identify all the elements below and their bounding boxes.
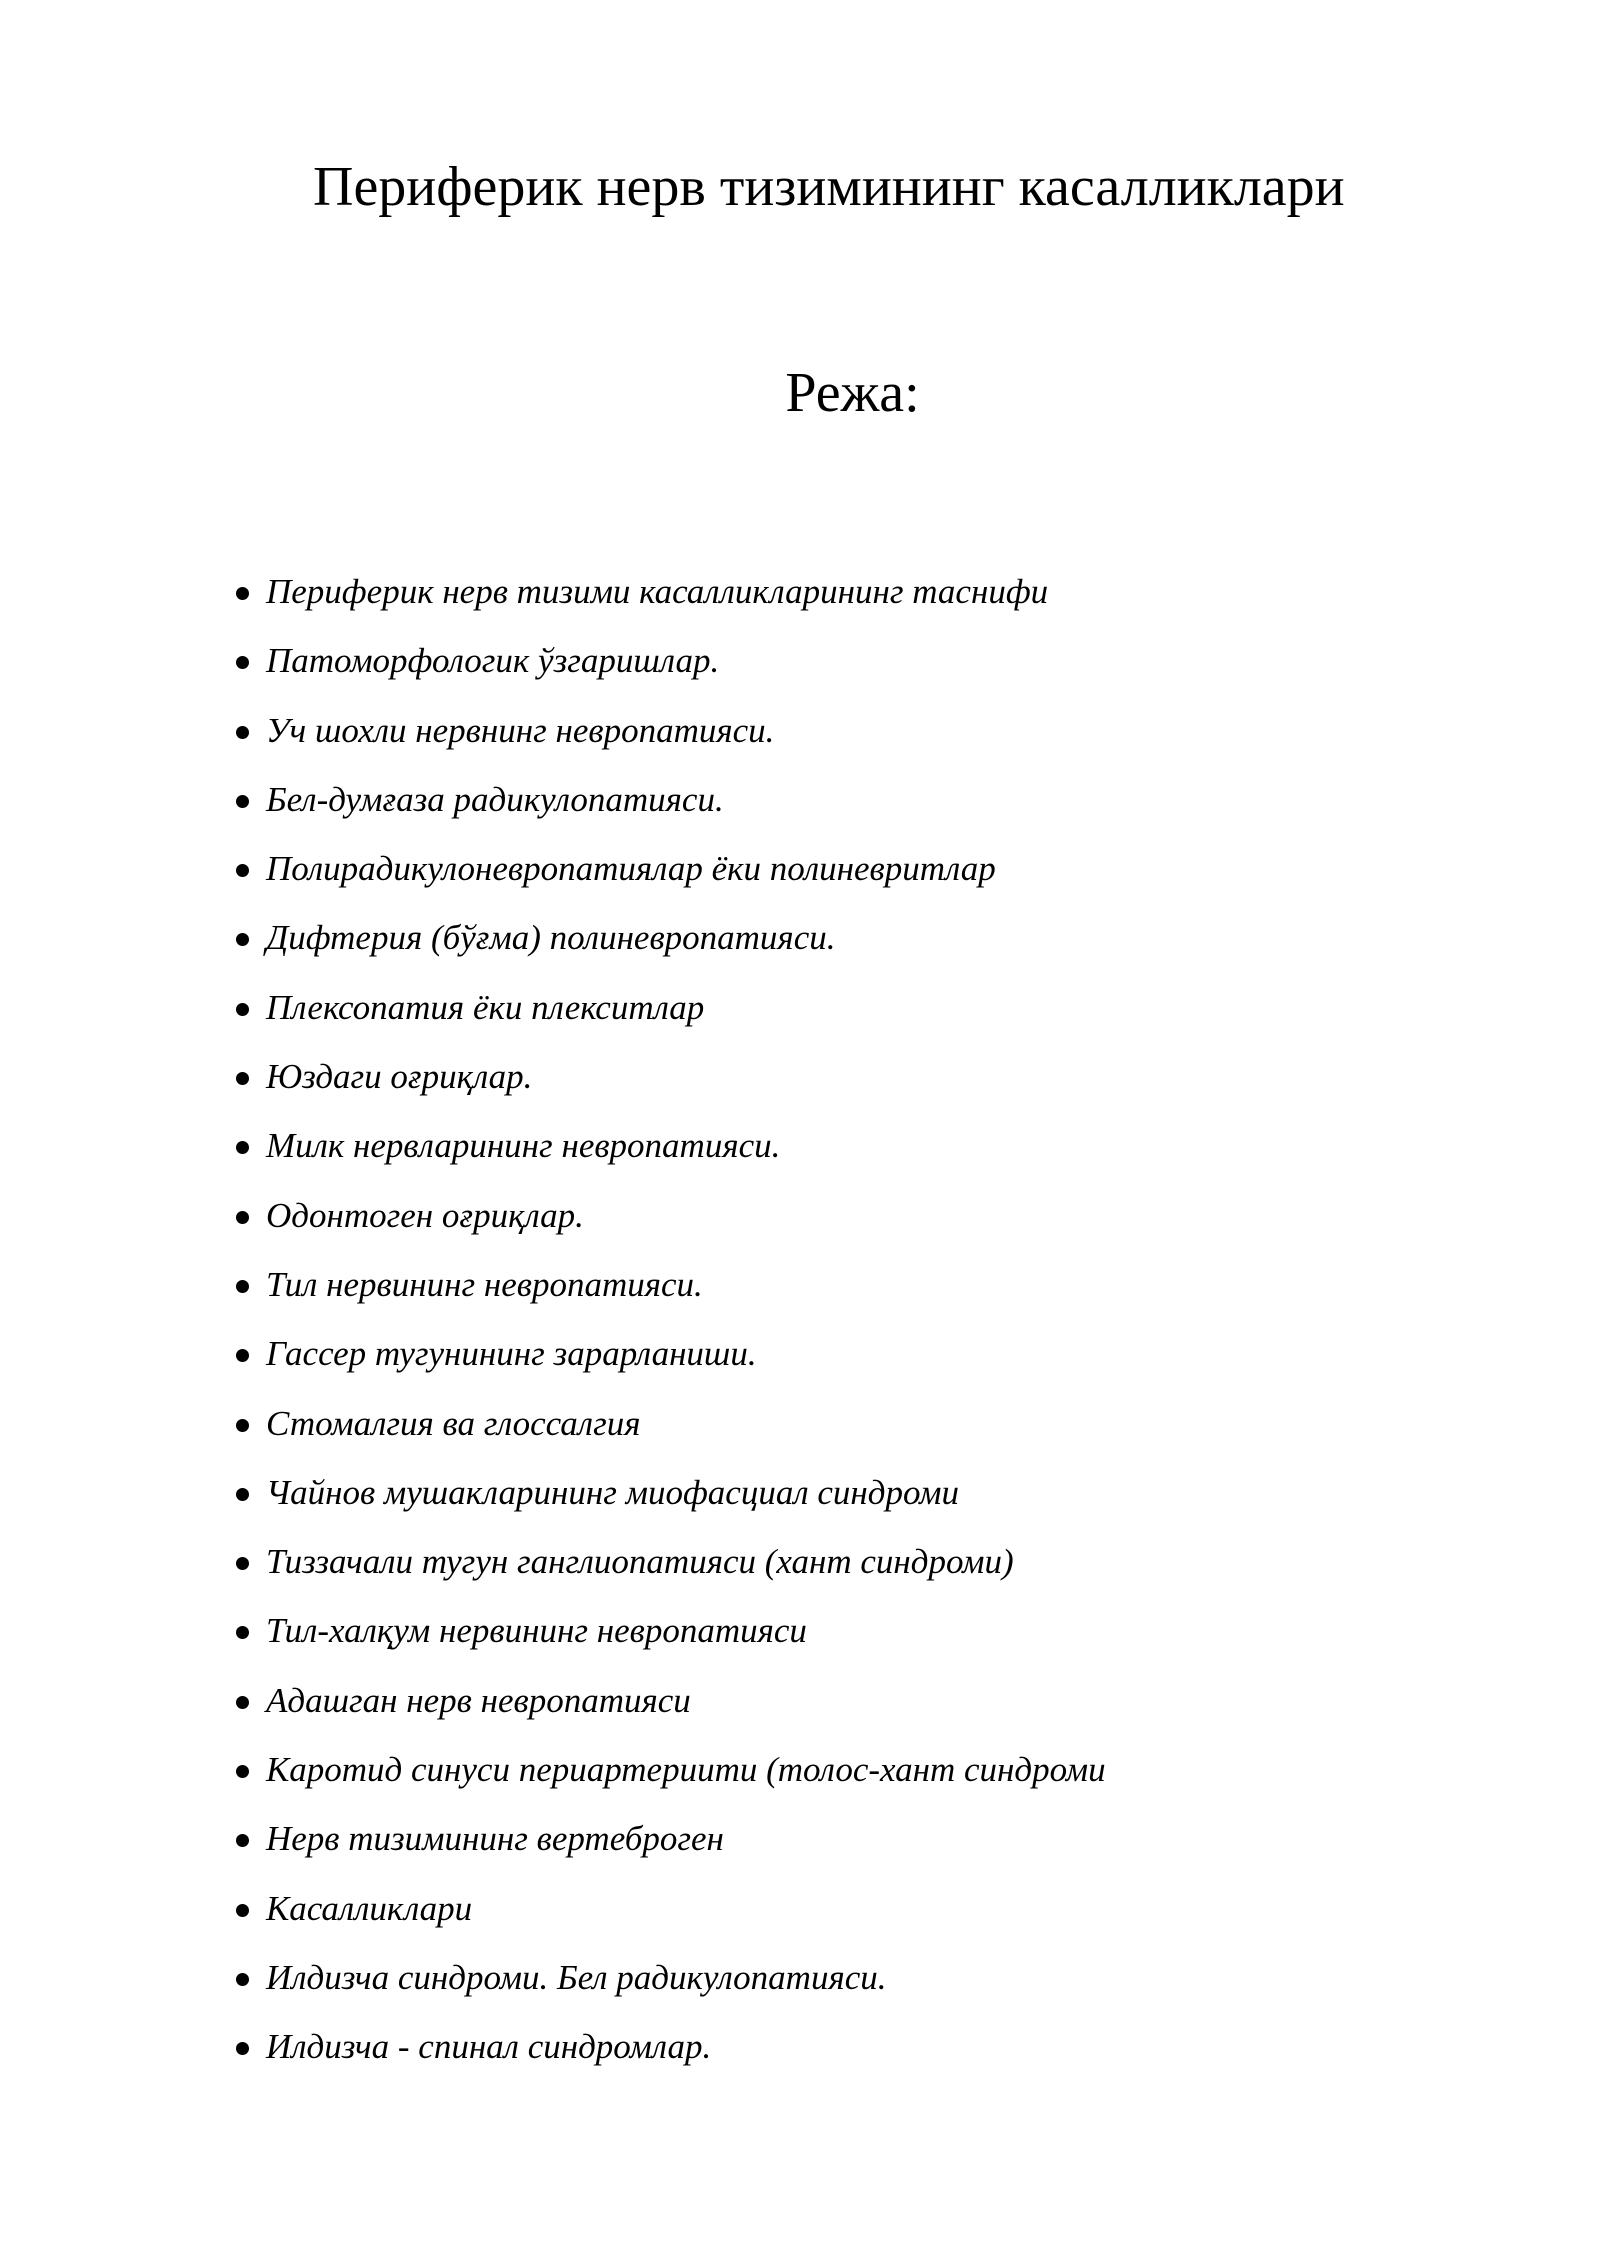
plan-list xyxy=(230,567,1530,2092)
bullet-icon xyxy=(236,2042,249,2055)
list-item-text: Бел-думғаза радикулопатияси. xyxy=(266,779,724,819)
list-item-text: Тил-халқум нервининг невропатияси xyxy=(266,1611,807,1651)
list-item xyxy=(230,1745,1530,1814)
list-item-text: Периферик нерв тизими касалликларининг таснифи xyxy=(266,572,1049,611)
list-item xyxy=(230,1676,1530,1745)
list-item xyxy=(230,1121,1530,1190)
list-item-text: Адашган нерв невропатияси xyxy=(266,1680,691,1720)
list-item xyxy=(230,1399,1530,1468)
bullet-icon xyxy=(236,656,249,669)
bullet-icon xyxy=(236,1072,249,1085)
list-item xyxy=(230,567,1530,636)
list-item-text: Патоморфологик ўзгаришлар. xyxy=(266,641,720,681)
list-item xyxy=(230,1260,1530,1329)
bullet-icon xyxy=(236,1211,249,1224)
list-item-text: Уч шохли нервнинг невропатияси. xyxy=(266,710,775,750)
list-item xyxy=(230,1468,1530,1537)
list-item-text: Плексопатия ёки плекситлар xyxy=(266,987,705,1027)
list-item xyxy=(230,775,1530,844)
bullet-icon xyxy=(236,933,249,946)
list-item-text: Стомалгия ва глоссалгия xyxy=(266,1403,641,1443)
list-item-text: Милк нервларининг невропатияси. xyxy=(266,1126,781,1166)
list-item-text: Нерв тизимининг вертеброген xyxy=(266,1819,724,1859)
list-item xyxy=(230,983,1530,1052)
bullet-icon xyxy=(236,1834,249,1847)
plan-heading: Режа: xyxy=(785,362,920,424)
bullet-icon xyxy=(236,1765,249,1778)
bullet-icon xyxy=(236,1003,249,1016)
list-item-text: Каротид синуси периартериити (толос-хант синдроми xyxy=(266,1750,1106,1790)
bullet-icon xyxy=(236,1973,249,1986)
list-item xyxy=(230,1953,1530,2022)
list-item xyxy=(230,2022,1530,2091)
bullet-icon xyxy=(236,1626,249,1639)
list-item xyxy=(230,1606,1530,1675)
bullet-icon xyxy=(236,864,249,877)
list-item xyxy=(230,1329,1530,1398)
bullet-icon xyxy=(236,726,249,739)
bullet-icon xyxy=(236,1141,249,1154)
bullet-icon xyxy=(236,1557,249,1570)
document-title: Периферик нерв тизимининг касалликлари xyxy=(313,156,1345,218)
list-item-text: Гассер тугунининг зарарланиши. xyxy=(266,1334,757,1374)
bullet-icon xyxy=(236,587,249,600)
list-item-text: Полирадикулоневропатиялар ёки полиневритлар xyxy=(266,849,996,889)
list-item-text: Илдизча - спинал синдромлар. xyxy=(266,2027,712,2067)
list-item xyxy=(230,1537,1530,1606)
bullet-icon xyxy=(236,795,249,808)
list-item xyxy=(230,1814,1530,1883)
list-item xyxy=(230,706,1530,775)
list-item xyxy=(230,844,1530,913)
list-item xyxy=(230,1884,1530,1953)
list-item-text: Касалликлари xyxy=(266,1888,473,1928)
list-item-text: Тиззачали тугун ганглиопатияси (хант синдроми) xyxy=(266,1542,1014,1582)
bullet-icon xyxy=(236,1696,249,1709)
list-item-text: Дифтерия (бўғма) полиневропатияси. xyxy=(266,918,836,958)
list-item-text: Илдизча синдроми. Бел радикулопатияси. xyxy=(266,1957,887,1997)
list-item-text: Юздаги оғриқлар. xyxy=(266,1057,533,1097)
list-item-text: Одонтоген оғриқлар. xyxy=(266,1195,584,1235)
list-item-text: Тил нервининг невропатияси. xyxy=(266,1264,703,1304)
bullet-icon xyxy=(236,1349,249,1362)
bullet-icon xyxy=(236,1488,249,1501)
list-item xyxy=(230,636,1530,705)
list-item-text: Чайнов мушакларининг миофасциал синдроми xyxy=(266,1472,959,1512)
bullet-icon xyxy=(236,1419,249,1432)
list-item xyxy=(230,913,1530,982)
bullet-icon xyxy=(236,1904,249,1917)
list-item xyxy=(230,1052,1530,1121)
bullet-icon xyxy=(236,1280,249,1293)
list-item xyxy=(230,1191,1530,1260)
